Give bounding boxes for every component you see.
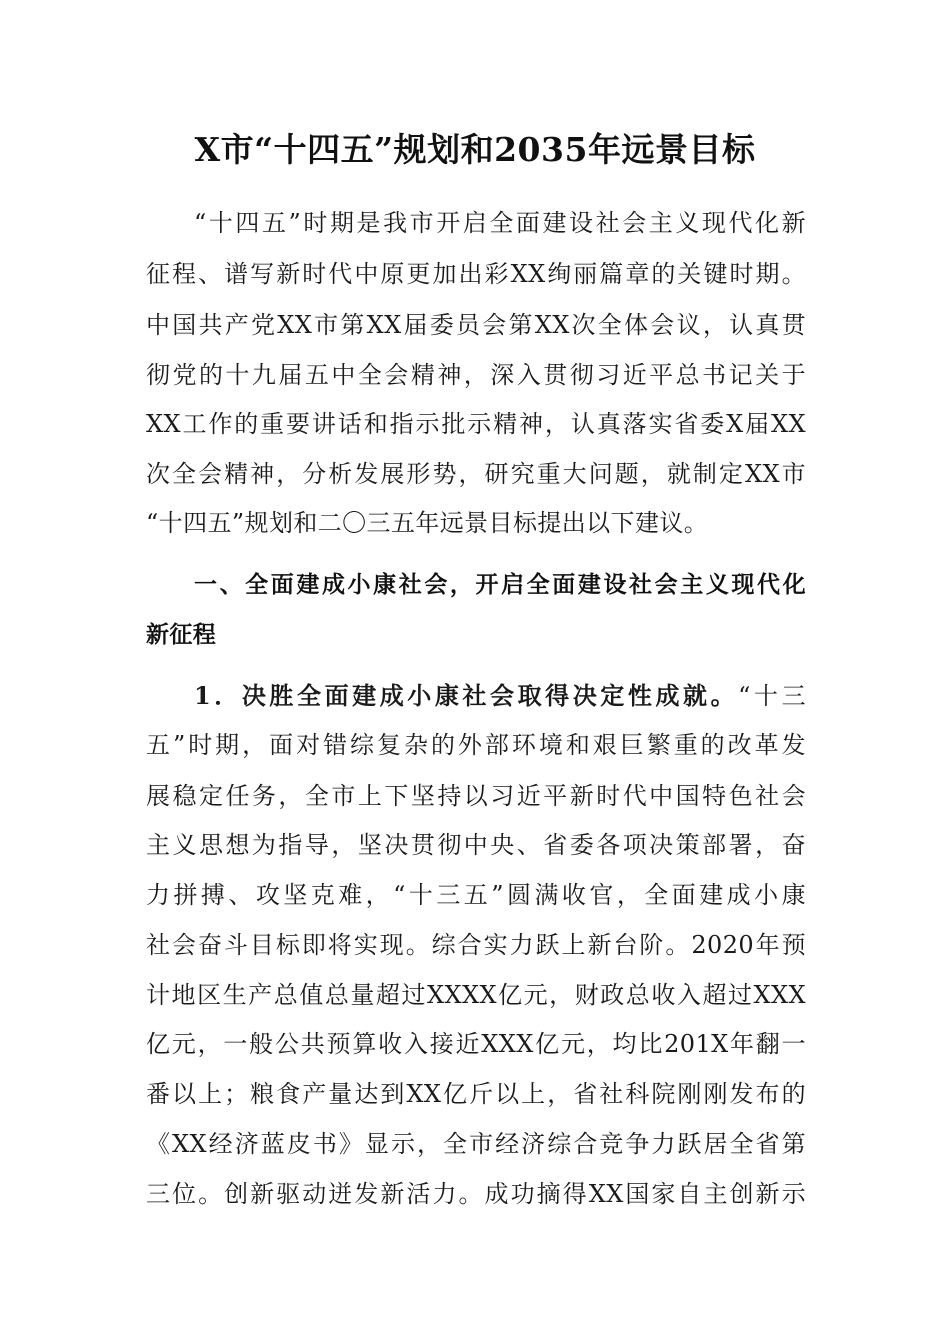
- paragraph-line: “十四五”时期是我市开启全面建设社会主义现代化新: [194, 209, 806, 237]
- item-first-line: [194, 670, 806, 722]
- paragraph-line: 三位。创新驱动迸发新活力。成功摘得XX国家自主创新示: [146, 1180, 806, 1208]
- paragraph-line: 力拼搏、攻坚克难，“十三五”圆满收官，全面建成小康: [146, 881, 806, 909]
- paragraph-line: 次全会精神，分析发展形势，研究重大问题，就制定XX市: [146, 460, 806, 488]
- paragraph-line: 征程、谱写新时代中原更加出彩XX绚丽篇章的关键时期。: [146, 260, 806, 288]
- item-lead: 1．决胜全面建成小康社会取得决定性成就。: [194, 681, 739, 710]
- paragraph-line: 亿元，一般公共预算收入接近XXX亿元，均比201X年翻一: [146, 1030, 806, 1058]
- document-title: X市“十四五”规划和2035年远景目标: [194, 130, 756, 169]
- paragraph-line: 展稳定任务，全市上下坚持以习近平新时代中国特色社会: [146, 782, 806, 810]
- section-heading-line: 新征程: [146, 622, 217, 648]
- paragraph-line: XX工作的重要讲话和指示批示精神，认真落实省委X届XX: [146, 410, 806, 438]
- paragraph-line: 彻党的十九届五中全会精神，深入贯彻习近平总书记关于: [146, 361, 806, 389]
- section-heading-line: 一、全面建成小康社会，开启全面建设社会主义现代化: [194, 572, 806, 598]
- paragraph-line: 番以上；粮食产量达到XX亿斤以上，省社科院刚刚发布的: [146, 1080, 806, 1108]
- paragraph-line: 社会奋斗目标即将实现。综合实力跃上新台阶。2020年预: [146, 931, 806, 959]
- item-first-line-rest: “十三: [738, 682, 806, 710]
- paragraph-line: 中国共产党XX市第XX届委员会第XX次全体会议，认真贯: [146, 311, 806, 339]
- paragraph-line: 五”时期，面对错综复杂的外部环境和艰巨繁重的改革发: [146, 731, 806, 759]
- paragraph-line: 计地区生产总值总量超过XXXX亿元，财政总收入超过XXX: [146, 981, 806, 1009]
- paragraph-line: 主义思想为指导，坚决贯彻中央、省委各项决策部署，奋: [146, 831, 806, 859]
- paragraph-line: 《XX经济蓝皮书》显示，全市经济综合竞争力跃居全省第: [146, 1130, 806, 1158]
- paragraph-line: “十四五”规划和二〇三五年远景目标提出以下建议。: [146, 509, 709, 537]
